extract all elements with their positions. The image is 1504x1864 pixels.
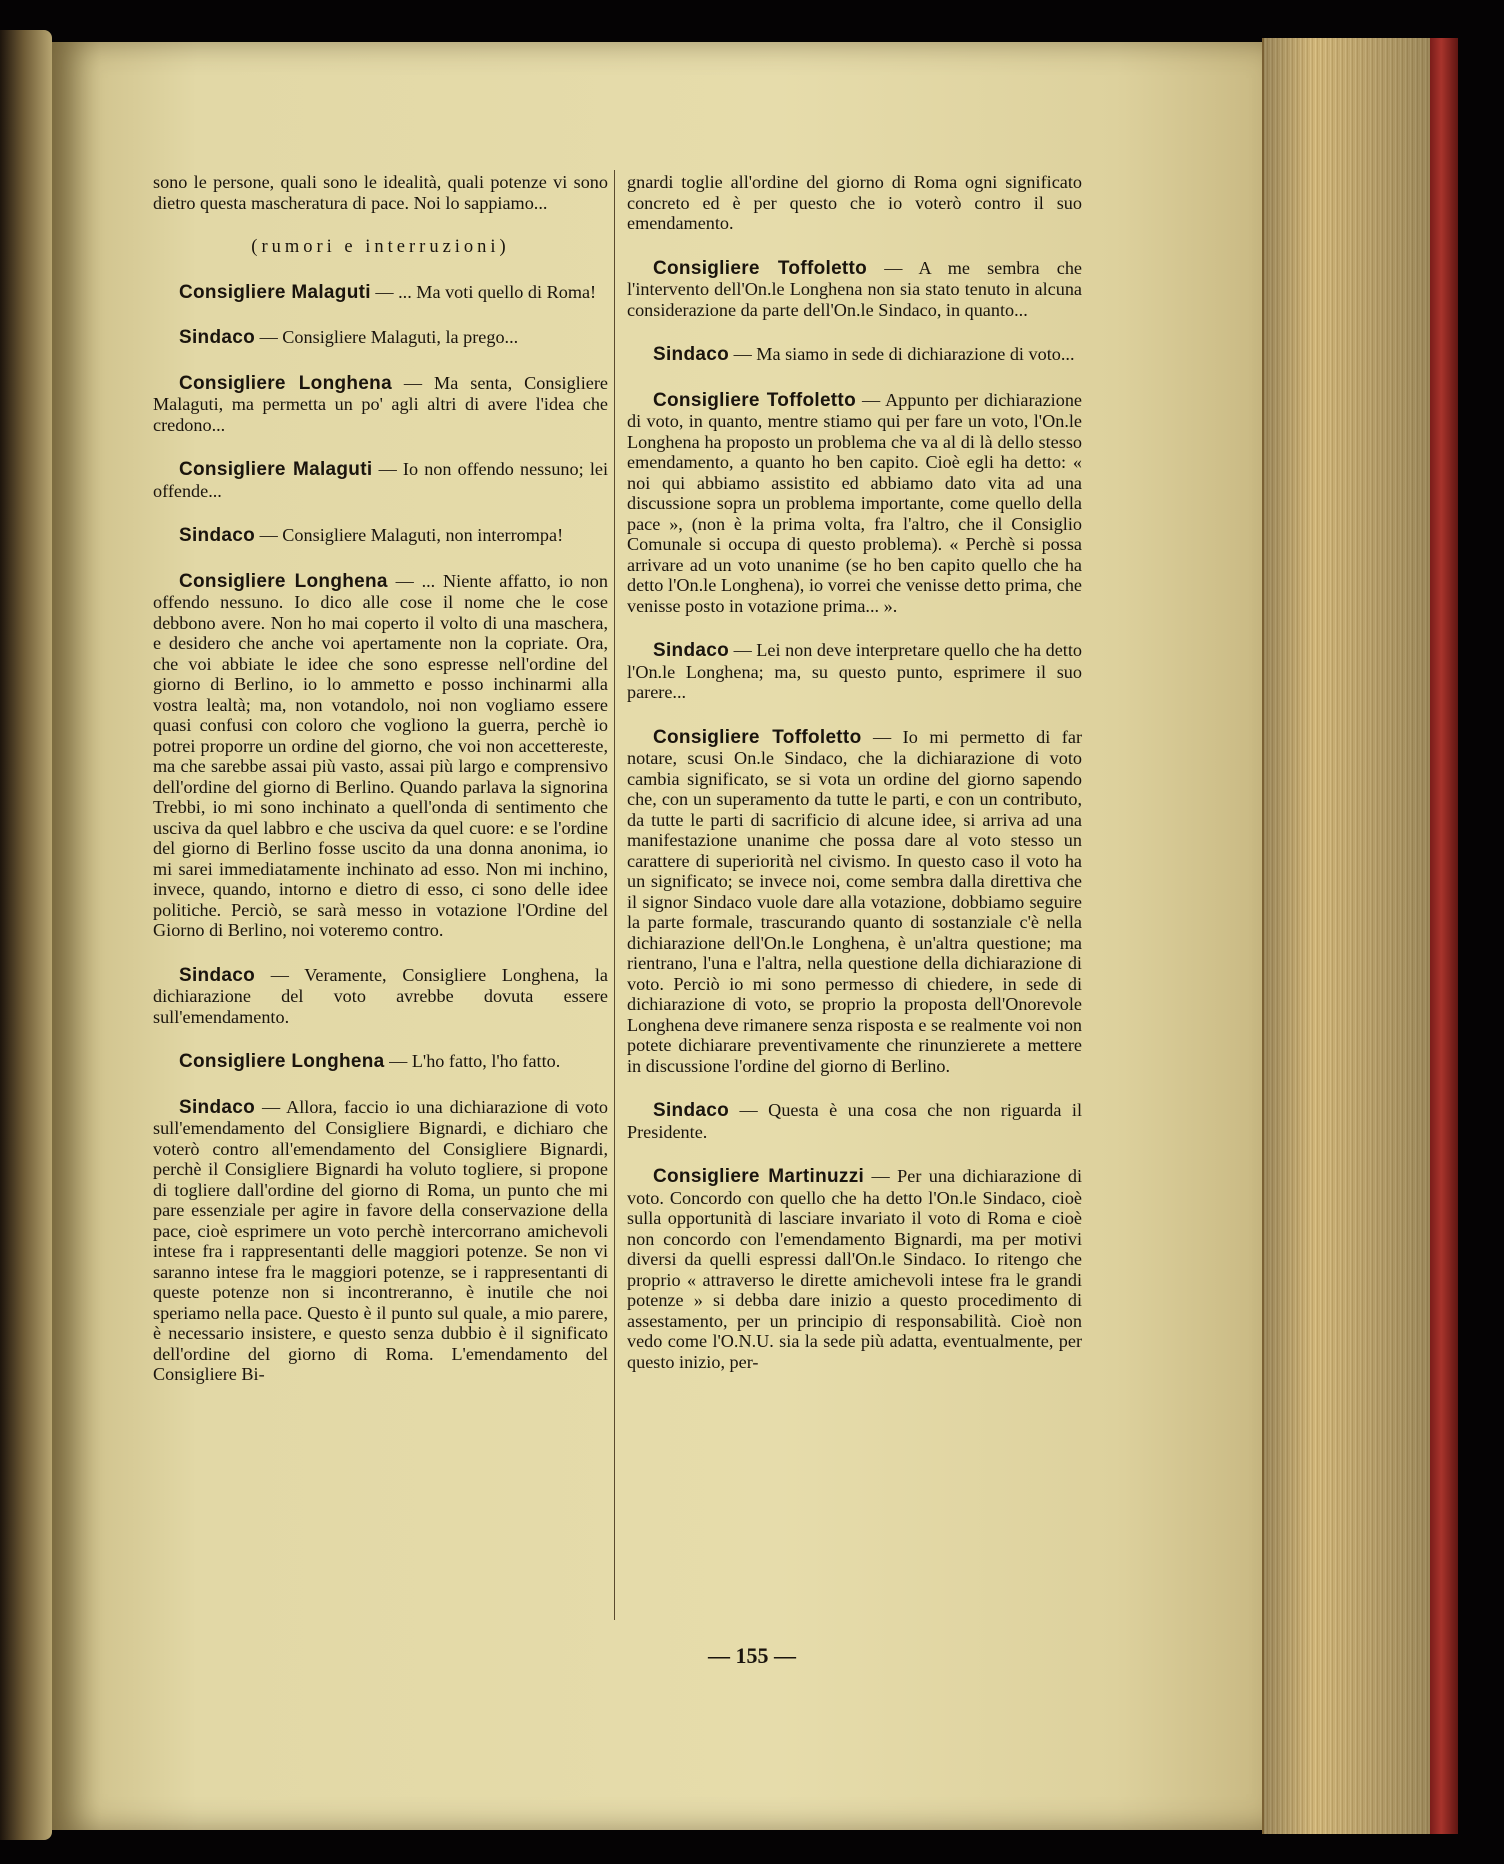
speaker-name: Consigliere Toffoletto xyxy=(653,389,856,411)
left-page-edge xyxy=(0,30,52,1840)
speaker-name: Consigliere Malaguti xyxy=(179,281,371,303)
speech-text: — L'ho fatto, l'ho fatto. xyxy=(384,1051,561,1071)
speech-text: — Consigliere Malaguti, non interrompa! xyxy=(255,525,564,545)
speech-paragraph xyxy=(627,640,1082,703)
speech-paragraph xyxy=(153,965,608,1028)
speaker-name: Sindaco xyxy=(179,1096,256,1118)
left-opening-paragraph: sono le persone, quali sono le idealità, quali potenze vi sono dietro questa mascheratura di pace. Noi lo sappiamo... xyxy=(153,172,608,213)
page-number: — 155 — xyxy=(708,1643,796,1668)
speech-paragraph xyxy=(627,390,1082,617)
speaker-name: Consigliere Martinuzzi xyxy=(653,1166,865,1187)
speaker-name: Consigliere Malaguti xyxy=(179,459,373,480)
speech-text: — ... Niente affatto, io non offendo nessuno. Io dico alle cose il nome che le cose debbono avere. Non ho mai coperto il volto di una maschera, e desidero che anche voi apertamente non la copriate. Ora, che voi abbiate le idee che sono espresse nell'ordine del giorno di Berlino, io lo ammetto e posso inchinarmi alla vostra lealtà; ma, non votandolo, noi non vogliamo essere quasi confusi con coloro che vogliono la guerra, perchè io potrei proporre un ordine del giorno, che voi non accettereste, ma che sarebbe assai più vasto, assai più largo e comprensivo dell'ordine del giorno di Berlino. Quando parlava la signorina Trebbi, io mi sono inchinato a quell'onda di sentimento che usciva da quel labbro e che usciva da quel cuore: e se l'ordine del giorno di Berlino fosse uscito da una donna anonima, io mi sarei immediatamente inchinato ad esso. Non mi inchino, invece, quando, intorno e dietro di esso, ci sono delle idee politiche. Perciò, se sarà messo in votazione l'Ordine del Giorno di Berlino, noi voteremo contro. xyxy=(153,570,608,940)
speech-text: — A me sembra che l'intervento dell'On.le Longhena non sia stato tenuto in alcuna considerazione da parte dell'On.le Sindaco, in quanto... xyxy=(627,257,1082,320)
speech-paragraph xyxy=(627,1166,1082,1372)
speaker-name: Sindaco xyxy=(653,1100,730,1121)
speech-text: — Per una dichiarazione di voto. Concordo con quello che ha detto l'On.le Sindaco, cioè sulla opportunità di lasciare invariato il voto di Roma e cioè non concordo con l'emendamento Bignardi, ma per motivi diversi da quelli espressi dall'On.le Sindaco. Io ritengo che proprio « attraverso le dirette amichevoli intese fra le grandi potenze » si debba dare inizio a questo procedimento di assestamento, per un principio di responsabilità. Cioè non vedo come l'O.N.U. sia la sede più adatta, eventualmente, per questo inizio, per- xyxy=(627,1166,1082,1372)
speech-paragraph xyxy=(153,459,608,501)
speaker-name: Consigliere Toffoletto xyxy=(653,257,868,279)
right-column xyxy=(627,172,1082,1396)
speech-paragraph xyxy=(627,1100,1082,1142)
speaker-name: Consigliere Toffoletto xyxy=(653,726,862,748)
speech-paragraph xyxy=(627,258,1082,321)
speaker-name: Sindaco xyxy=(179,964,256,986)
column-divider xyxy=(614,170,615,1620)
speech-text: — Io mi permetto di far notare, scusi On.le Sindaco, che la dichiarazione di voto cambia significato, se si vota un ordine del giorno sapendo che, con un superamento da tutte le parti, e con un contributo, da tutte le parti di sacrificio di alcune idee, si arriva ad una manifestazione unanime che possa dare al voto stesso un carattere di superiorità nel civismo. In questo caso il voto ha un significato; se invece noi, come sembra dalla direttiva che il signor Sindaco vuole dare alla votazione, dobbiamo seguire la parte formale, trascurando quanto di sostanziale c'è nella dichiarazione dell'On.le Longhena, è un'altra questione; ma rientrano, l'una e l'altra, nella questione della dichiarazione di voto. Perciò io mi sono permesso di chiedere, in sede di dichiarazione di voto, se proprio la proposta dell'Onorevole Longhena deve rimanere senza risposta e se realmente voi non potete dichiarare preventivamente che rinunzierete a mettere in discussione l'ordine del giorno di Berlino. xyxy=(627,726,1083,1076)
speaker-name: Sindaco xyxy=(179,525,256,546)
speaker-name: Consigliere Longhena xyxy=(179,570,388,592)
speech-text: — Lei non deve interpretare quello che ha detto l'On.le Longhena; ma, su questo punto, esprimere il suo parere... xyxy=(627,640,1083,702)
speech-paragraph xyxy=(153,1051,608,1073)
page-stack-edge xyxy=(1262,38,1432,1834)
speech-text: — Consigliere Malaguti, la prego... xyxy=(255,327,519,347)
speech-paragraph xyxy=(153,1097,608,1385)
speech-text: — Ma siamo in sede di dichiarazione di voto... xyxy=(729,344,1075,364)
speech-paragraph xyxy=(153,327,608,349)
speech-paragraph xyxy=(153,373,608,436)
speaker-name: Sindaco xyxy=(653,344,730,365)
right-opening-paragraph: gnardi toglie all'ordine del giorno di Roma ogni significato concreto ed è per questo che io voterò contro il suo emendamento. xyxy=(627,172,1082,233)
speech-text: — Allora, faccio io una dichiarazione di voto sull'emendamento del Consigliere Bignardi, e dichiaro che voterò contro all'emendamento del Consigliere Bignardi, perchè il Consigliere Bignardi ha voluto togliere, si propone di togliere dall'ordine del giorno di Roma, un punto che mi pare essenziale per agire in favore della conservazione della pace, cioè esprimere un voto perchè intercorrano amichevoli intese fra i rappresentanti delle maggiori potenze. Se non vi saranno intese fra le maggiori potenze, se i rappresentanti di queste potenze non si incontreranno, è inutile che noi speriamo nella pace. Questo è il punto sul quale, a mio parere, è necessario insistere, e questo senza dubbio è il significato dell'ordine del giorno di Roma. L'emendamento del Consigliere Bi- xyxy=(153,1096,608,1384)
stage-direction: (rumori e interruzioni) xyxy=(251,237,510,257)
speech-paragraph xyxy=(627,344,1082,366)
speech-text: — Veramente, Consigliere Longhena, la dichiarazione del voto avrebbe dovuta essere sull'emendamento. xyxy=(153,964,608,1027)
speech-text: — Io non offendo nessuno; lei offende... xyxy=(153,459,609,501)
speaker-name: Consigliere Longhena xyxy=(179,1051,385,1072)
speech-paragraph xyxy=(153,571,608,941)
speech-paragraph xyxy=(627,727,1082,1077)
speech-text: — ... Ma voti quello di Roma! xyxy=(370,281,597,302)
speech-paragraph xyxy=(153,525,608,547)
speech-text: — Questa è una cosa che non riguarda il Presidente. xyxy=(627,1100,1082,1142)
left-column xyxy=(153,172,608,1409)
book-binding xyxy=(1430,38,1458,1834)
speaker-name: Sindaco xyxy=(179,327,256,348)
speech-text: — Appunto per dichiarazione di voto, in quanto, mentre stiamo qui per fare un voto, l'On.le Longhena ha proposto un problema che va al di là dello stesso emendamento, a quanto ho ben capito. Cioè egli ha detto: « noi qui abbiamo assistito ed abbiamo dato vita ad una discussione sopra un problema importante, come quello della pace », (non è la prima volta, fra l'altro, che il Consiglio Comunale si occupa di questo problema). « Perchè si possa arrivare ad un voto unanime (se ho ben capito quello che ha detto l'On.le Longhena), io vorrei che venisse detto prima, che venisse posto in votazione prima... ». xyxy=(627,389,1082,616)
speaker-name: Consigliere Longhena xyxy=(179,372,392,394)
speaker-name: Sindaco xyxy=(653,640,730,661)
speech-text: — Ma senta, Consigliere Malaguti, ma permetta un po' agli altri di avere l'idea che credono... xyxy=(153,372,608,435)
speech-paragraph xyxy=(153,282,608,304)
